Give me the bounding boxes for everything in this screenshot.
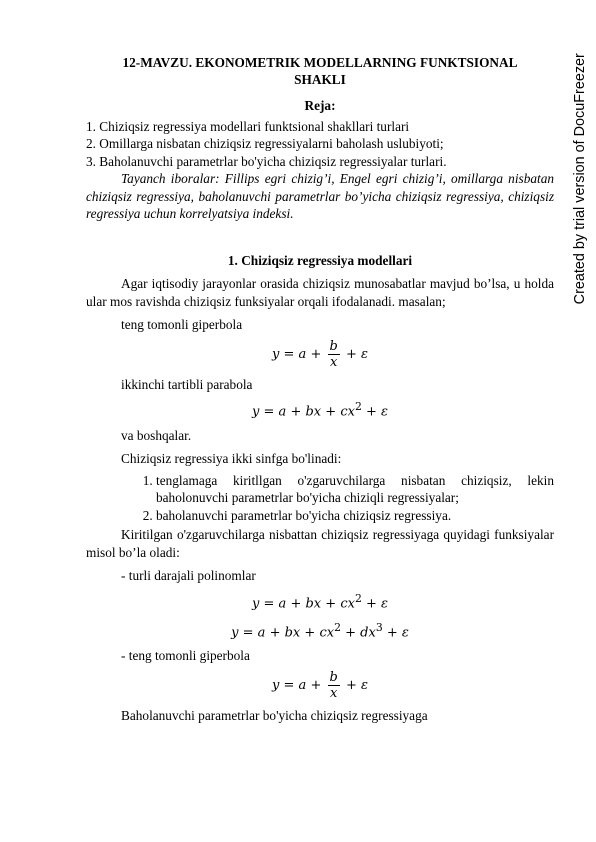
- formula-polynomial-2: y = a + bx + $cx^2 + \varepsilon$: [251, 591, 389, 612]
- classes-intro: Chiziqsiz regressiya ikki sinfga bo'linadi:: [121, 451, 342, 467]
- plan-heading: Reja:: [304, 98, 336, 113]
- formula-hyperbola-2: y = a + $\frac{b}{x}$ + ε: [272, 669, 368, 701]
- formula-polynomial-3: y = a + bx + $cx^2 + dx^3 + \varepsilon$: [231, 620, 409, 640]
- variables-paragraph: Kiritilgan o'zgaruvchilarga nisbattan chiziqsiz regressiyaga quyidagi funksiyalar misol bo’la oladi:: [86, 527, 554, 560]
- fraction: $\frac{b}{x}$: [329, 669, 338, 701]
- polynomials-label: - turli darajali polinomlar: [121, 568, 256, 584]
- document-content: [86, 54, 554, 724]
- formula-parabola: y = a + bx + $cx^2 + \varepsilon$: [251, 400, 389, 420]
- plan-item: 3. Baholanuvchi parametrlar bo'yicha chiziqsiz regressiyalar turlari.: [86, 153, 447, 169]
- last-line: Baholanuvchi parametrlar bo'yicha chiziqsiz regressiyaga: [121, 707, 428, 723]
- hyperbola-label-2: - teng tomonli giperbola: [121, 648, 250, 664]
- fraction: $\frac{b}{x}$: [329, 338, 338, 370]
- plan-list: [86, 118, 554, 171]
- watermark-text: Created by trial version of DocuFreezer: [572, 53, 589, 305]
- keywords-paragraph: Tayanch iboralar: Fillips egri chizig’i, Engel egri chizig’i, omillarga nisbatan chiziqsiz regressiya, baholanuvchi parametrlar bo’yicha chiziqsiz regressiya, chiziqsiz regressiya uchun korrelyatsiya indeksi.: [86, 171, 554, 221]
- document-title: 12-MAVZU. EKONOMETRIK MODELLARNING FUNKTSIONAL SHAKLI: [122, 55, 518, 87]
- plan-item: 1. Chiziqsiz regressiya modellari funktsional shakllari turlari: [86, 118, 410, 134]
- and-others-text: va boshqalar.: [121, 427, 192, 443]
- plan-item: 2. Omillarga nisbatan chiziqsiz regressiyalarni baholash uslubiyoti;: [86, 136, 444, 151]
- section-heading: 1. Chiziqsiz regressiya modellari: [227, 252, 413, 268]
- hyperbola-label: teng tomonli giperbola: [121, 317, 243, 332]
- list-item: 2. baholanuvchi parametrlar bo'yicha chiziqsiz regressiya.: [156, 507, 554, 525]
- regression-classes-list: [86, 472, 554, 525]
- list-item: 1. tenglamaga kiritllgan o'zgaruvchilarga nisbatan chiziqsiz, lekin baholonuvchi parametrlar bo'yicha chiziqli regressiyalar;: [156, 472, 554, 507]
- formula-hyperbola: y = a + $\frac{b}{x}$ + ε: [272, 338, 368, 370]
- watermark: [565, 14, 596, 344]
- intro-paragraph: Agar iqtisodiy jarayonlar orasida chiziqsiz munosabatlar mavjud bo’lsa, u holda ular mos ravishda chiziqsiz funksiyalar orqali ifodalanadi. masalan;: [86, 276, 554, 309]
- parabola-label: ikkinchi tartibli parabola: [121, 376, 253, 392]
